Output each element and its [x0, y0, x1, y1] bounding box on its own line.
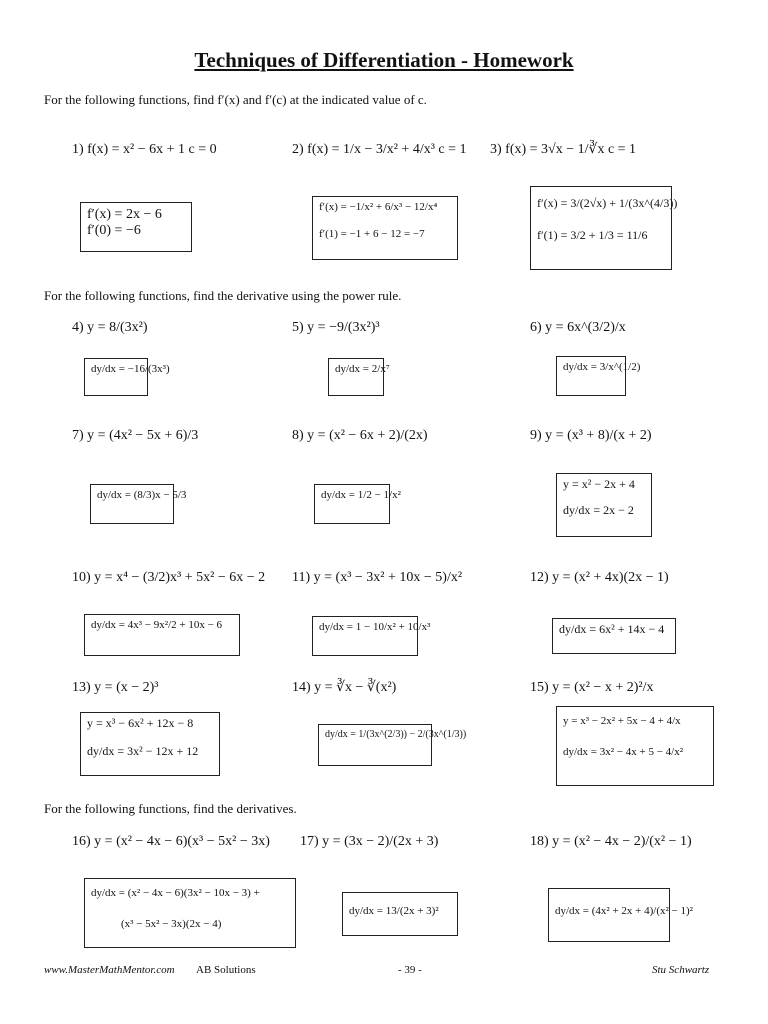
page-title: Techniques of Differentiation - Homework [194, 48, 574, 72]
footer-section: AB Solutions [196, 964, 256, 976]
problem-6: 6) y = 6x^(3/2)/x [530, 320, 626, 335]
problem-12: 12) y = (x² + 4x)(2x − 1) [530, 570, 669, 585]
answer-box-5: dy/dx = 2/x⁷ [328, 358, 384, 396]
instruction-3: For the following functions, find the derivatives. [44, 801, 297, 816]
problem-7: 7) y = (4x² − 5x + 6)/3 [72, 428, 199, 443]
answer-box-17: dy/dx = 13/(2x + 3)² [342, 892, 458, 936]
problem-9: 9) y = (x³ + 8)/(x + 2) [530, 428, 652, 443]
answer-box-10: dy/dx = 4x³ − 9x²/2 + 10x − 6 [84, 614, 240, 656]
problem-11: 11) y = (x³ − 3x² + 10x − 5)/x² [292, 570, 463, 585]
problem-1: 1) f(x) = x² − 6x + 1 c = 0 [72, 142, 217, 157]
answer-box-14: dy/dx = 1/(3x^(2/3)) − 2/(3x^(1/3)) [318, 724, 432, 766]
problem-4: 4) y = 8/(3x²) [72, 320, 148, 335]
problem-13: 13) y = (x − 2)³ [72, 680, 159, 695]
answer-box-7: dy/dx = (8/3)x − 5/3 [90, 484, 174, 524]
problem-10: 10) y = x⁴ − (3/2)x³ + 5x² − 6x − 2 [72, 570, 266, 585]
answer-box-18: dy/dx = (4x² + 2x + 4)/(x² − 1)² [548, 888, 670, 942]
answer-box-1: f′(x) = 2x − 6 f′(0) = −6 [80, 202, 192, 252]
problem-14: 14) y = ∛x − ∛(x²) [292, 680, 397, 695]
problem-2: 2) f(x) = 1/x − 3/x² + 4/x³ c = 1 [292, 142, 467, 157]
answer-box-3: f′(x) = 3/(2√x) + 1/(3x^(4/3)) f′(1) = 3/2 + 1/3 = 11/6 [530, 186, 672, 270]
answer-box-16: dy/dx = (x² − 4x − 6)(3x² − 10x − 3) + (x³ − 5x² − 3x)(2x − 4) [84, 878, 296, 948]
answer-box-8: dy/dx = 1/2 − 1/x² [314, 484, 390, 524]
problem-16: 16) y = (x² − 4x − 6)(x³ − 5x² − 3x) [72, 834, 270, 849]
problem-18: 18) y = (x² − 4x − 2)/(x² − 1) [530, 834, 692, 849]
problem-15: 15) y = (x² − x + 2)²/x [530, 680, 654, 695]
footer-page-number: - 39 - [398, 964, 422, 976]
instruction-1: For the following functions, find f′(x) and f′(c) at the indicated value of c. [44, 92, 427, 107]
problem-8: 8) y = (x² − 6x + 2)/(2x) [292, 428, 428, 443]
answer-box-12: dy/dx = 6x² + 14x − 4 [552, 618, 676, 654]
problem-5: 5) y = −9/(3x²)³ [292, 320, 380, 335]
answer-box-4: dy/dx = −16/(3x³) [84, 358, 148, 396]
answer-box-13: y = x³ − 6x² + 12x − 8 dy/dx = 3x² − 12x + 12 [80, 712, 220, 776]
answer-box-2: f′(x) = −1/x² + 6/x³ − 12/x⁴ f′(1) = −1 + 6 − 12 = −7 [312, 196, 458, 260]
footer-website: www.MasterMathMentor.com [44, 964, 175, 976]
answer-box-11: dy/dx = 1 − 10/x² + 10/x³ [312, 616, 418, 656]
footer-author: Stu Schwartz [652, 964, 710, 976]
problem-17: 17) y = (3x − 2)/(2x + 3) [300, 834, 439, 849]
instruction-2: For the following functions, find the derivative using the power rule. [44, 288, 402, 303]
answer-box-15: y = x³ − 2x² + 5x − 4 + 4/x dy/dx = 3x² − 4x + 5 − 4/x² [556, 706, 714, 786]
answer-box-9: y = x² − 2x + 4 dy/dx = 2x − 2 [556, 473, 652, 537]
answer-box-6: dy/dx = 3/x^(1/2) [556, 356, 626, 396]
problem-3: 3) f(x) = 3√x − 1/∛x c = 1 [490, 142, 637, 157]
